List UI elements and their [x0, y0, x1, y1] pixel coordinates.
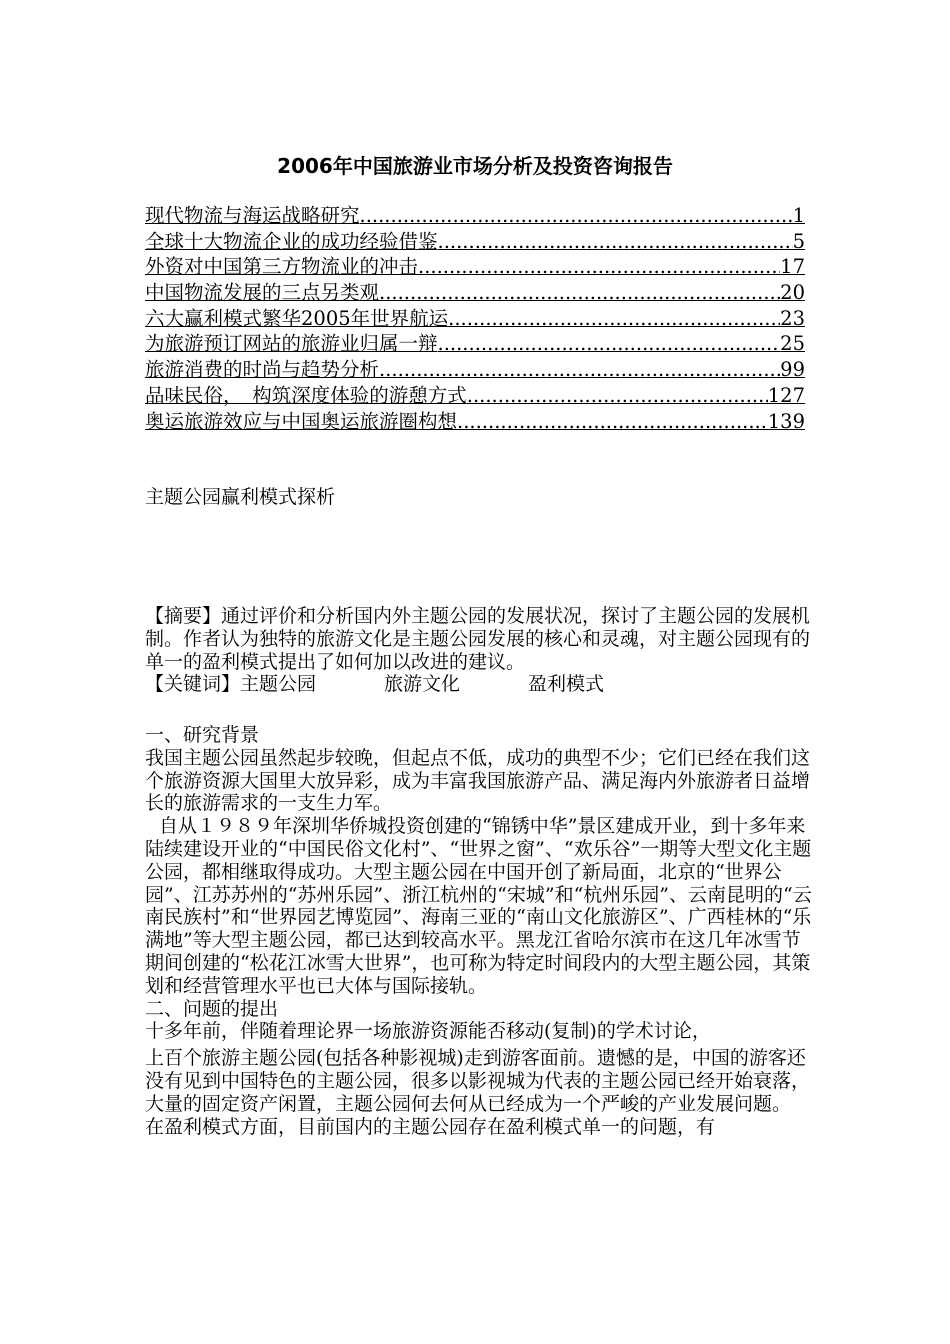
- toc-entry-title: 现代物流与海运战略研究: [145, 204, 360, 227]
- toc-entry-page: 23: [780, 306, 805, 330]
- toc-entry[interactable]: [145, 280, 805, 306]
- section-title: 主题公园赢利模式探析: [145, 486, 336, 508]
- toc-entry[interactable]: [145, 357, 805, 383]
- toc-leader-dots: [467, 383, 768, 409]
- toc-entry[interactable]: [145, 254, 805, 280]
- toc-entry-title: 中国物流发展的三点另类观: [145, 281, 380, 305]
- heading-2: 二、问题的提出: [145, 997, 279, 1020]
- toc-entry[interactable]: [145, 383, 805, 409]
- toc-leader-dots: [457, 409, 768, 435]
- toc-entry[interactable]: [145, 203, 805, 229]
- document-title: 2006年中国旅游业市场分析及投资咨询报告: [277, 154, 673, 178]
- paragraph-3a: 十多年前，伴随着理论界一场旅游资源能否移动(复制)的学术讨论，: [145, 1020, 711, 1043]
- toc-leader-dots: [379, 357, 780, 383]
- paragraph-1: 我国主题公园虽然起步较晚，但起点不低，成功的典型不少；它们已经在我们这个旅游资源大国里大放异彩，成为丰富我国旅游产品、满足海内外旅游者日益增长的旅游需求的一支生力军。: [145, 746, 811, 815]
- toc-leader-dots: [438, 331, 781, 357]
- toc-entry[interactable]: [145, 409, 805, 435]
- toc-entry-title: 外资对中国第三方物流业的冲击: [145, 255, 419, 279]
- toc-leader-dots: [379, 280, 780, 306]
- table-of-contents: [145, 203, 805, 434]
- toc-entry[interactable]: [145, 331, 805, 357]
- paragraph-3b: 上百个旅游主题公园(包括各种影视城)走到游客面前。遗憾的是，中国的游客还没有见到中国特色的主题公园，很多以影视城为代表的主题公园已经开始衰落，大量的固定资产闲置，主题公园何去何从已经成为一个严峻的产业发展问题。: [145, 1047, 811, 1115]
- keyword-2: 旅游文化: [384, 673, 461, 696]
- paragraph-2: 自从１９８９年深圳华侨城投资创建的“锦锈中华”景区建成开业，到十多年来陆续建设开业的“中国民俗文化村”、“世界之窗”、“欢乐谷”一期等大型文化主题公园，都相继取得成功。大型主题公园在中国开创了新局面，北京的“世界公园”、江苏苏州的“苏州乐园”、浙江杭州的“宋城”和“杭州乐园”、云南昆明的“云南民族村”和“世界园艺博览园”、海南三亚的“南山文化旅游区”、广西桂林的“乐满地”等大型主题公园，都已达到较高水平。黑龙江省哈尔滨市在这几年冰雪节期间创建的“松花江冰雪大世界”，也可称为特定时间段内的大型主题公园，其策划和经营管理水平也已大体与国际接轨。: [145, 815, 812, 997]
- toc-entry-title: 为旅游预订网站的旅游业归属一辩: [145, 332, 438, 356]
- keyword-3: 盈利模式: [528, 673, 605, 696]
- keywords: [145, 673, 815, 696]
- toc-leader-dots: [448, 306, 780, 332]
- toc-leader-dots: [438, 229, 793, 255]
- toc-leader-dots: [418, 254, 780, 280]
- paragraph-4: 在盈利模式方面，目前国内的主题公园存在盈利模式单一的问题，有: [145, 1115, 716, 1138]
- abstract-text: 【摘要】通过评价和分析国内外主题公园的发展状况，探讨了主题公园的发展机制。作者认为独特的旅游文化是主题公园发展的核心和灵魂，对主题公园现有的单一的盈利模式提出了如何加以改进的建议。: [145, 605, 811, 673]
- toc-entry-title: 品味民俗， 构筑深度体验的游憩方式: [145, 383, 467, 407]
- toc-entry-page: 1: [792, 204, 805, 227]
- keywords-label: 【关键词】主题公园: [145, 673, 317, 696]
- toc-entry-page: 17: [780, 255, 805, 279]
- toc-entry[interactable]: [145, 306, 805, 332]
- toc-entry-title: 全球十大物流企业的成功经验借鉴: [145, 229, 438, 253]
- toc-entry-page: 99: [780, 358, 805, 382]
- abstract: [145, 605, 815, 696]
- toc-entry-title: 六大赢利模式繁华2005年世界航运: [145, 306, 449, 330]
- toc-entry-page: 139: [767, 409, 805, 433]
- toc-entry-title: 旅游消费的时尚与趋势分析: [145, 358, 380, 382]
- toc-entry-title: 奥运旅游效应与中国奥运旅游圈构想: [145, 409, 458, 433]
- section-1: [145, 724, 815, 1138]
- toc-entry[interactable]: [145, 229, 805, 255]
- toc-entry-page: 5: [792, 229, 805, 253]
- toc-entry-page: 20: [780, 281, 805, 305]
- heading-1: 一、研究背景: [145, 724, 260, 746]
- toc-leader-dots: [360, 203, 793, 229]
- toc-entry-page: 127: [767, 383, 805, 407]
- toc-entry-page: 25: [780, 332, 805, 356]
